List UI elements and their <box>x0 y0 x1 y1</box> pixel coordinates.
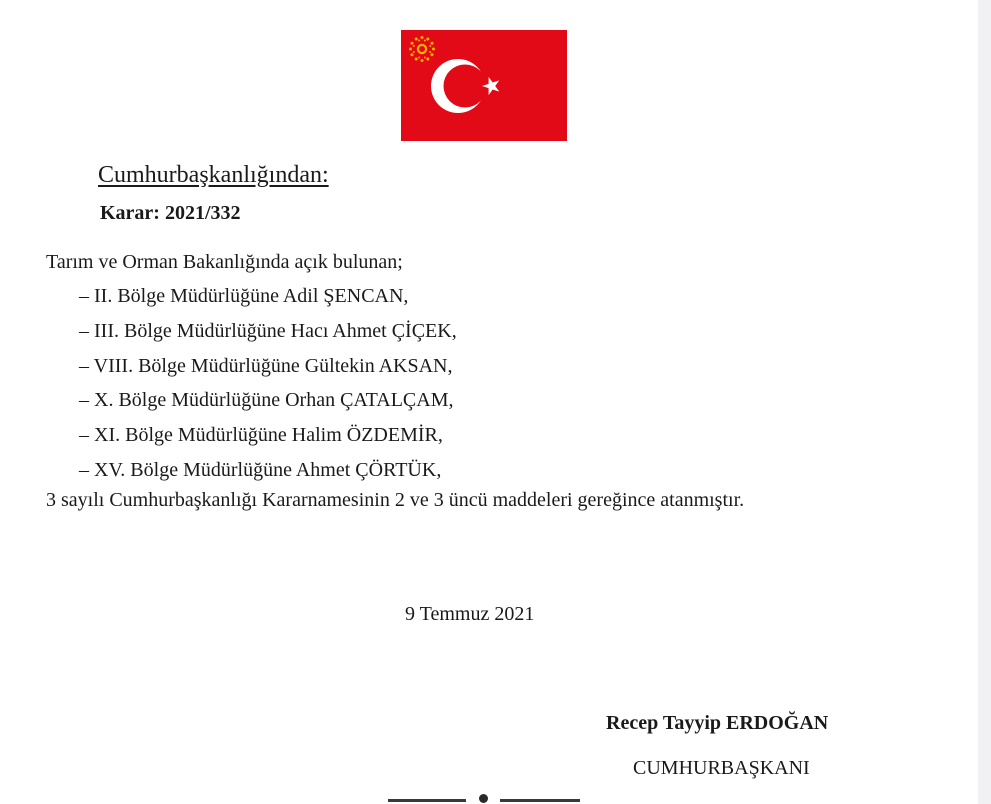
appointment-item: – X. Bölge Müdürlüğüne Orhan ÇATALÇAM, <box>79 389 454 412</box>
footer-divider-dot <box>479 794 488 803</box>
turkish-flag-icon <box>401 30 567 141</box>
signer-name: Recep Tayyip ERDOĞAN <box>606 712 829 734</box>
intro-text: Tarım ve Orman Bakanlığında açık bulunan; <box>46 251 403 273</box>
appointment-item: – II. Bölge Müdürlüğüne Adil ŞENCAN, <box>79 285 409 307</box>
appointment-item: – XV. Bölge Müdürlüğüne Ahmet ÇÖRTÜK, <box>79 458 442 481</box>
decision-number: Karar: 2021/332 <box>100 202 241 224</box>
appointment-item: – III. Bölge Müdürlüğüne Hacı Ahmet ÇİÇEK, <box>79 319 457 342</box>
footer-divider-left <box>388 799 466 802</box>
appointment-item: – VIII. Bölge Müdürlüğüne Gültekin AKSAN, <box>79 354 453 377</box>
signer-title: CUMHURBAŞKANI <box>633 757 810 779</box>
appointment-item: – XI. Bölge Müdürlüğüne Halim ÖZDEMİR, <box>79 424 443 447</box>
appointment-list <box>79 284 457 493</box>
issuer-heading: Cumhurbaşkanlığından: <box>98 162 329 188</box>
presidential-seal-icon <box>407 34 437 64</box>
scrollbar-track[interactable] <box>978 0 991 804</box>
footer-divider-right <box>500 799 580 802</box>
decision-date: 9 Temmuz 2021 <box>405 603 535 625</box>
closing-text: 3 sayılı Cumhurbaşkanlığı Kararnamesinin 2 ve 3 üncü maddeleri gereğince atanmıştır. <box>46 489 745 511</box>
